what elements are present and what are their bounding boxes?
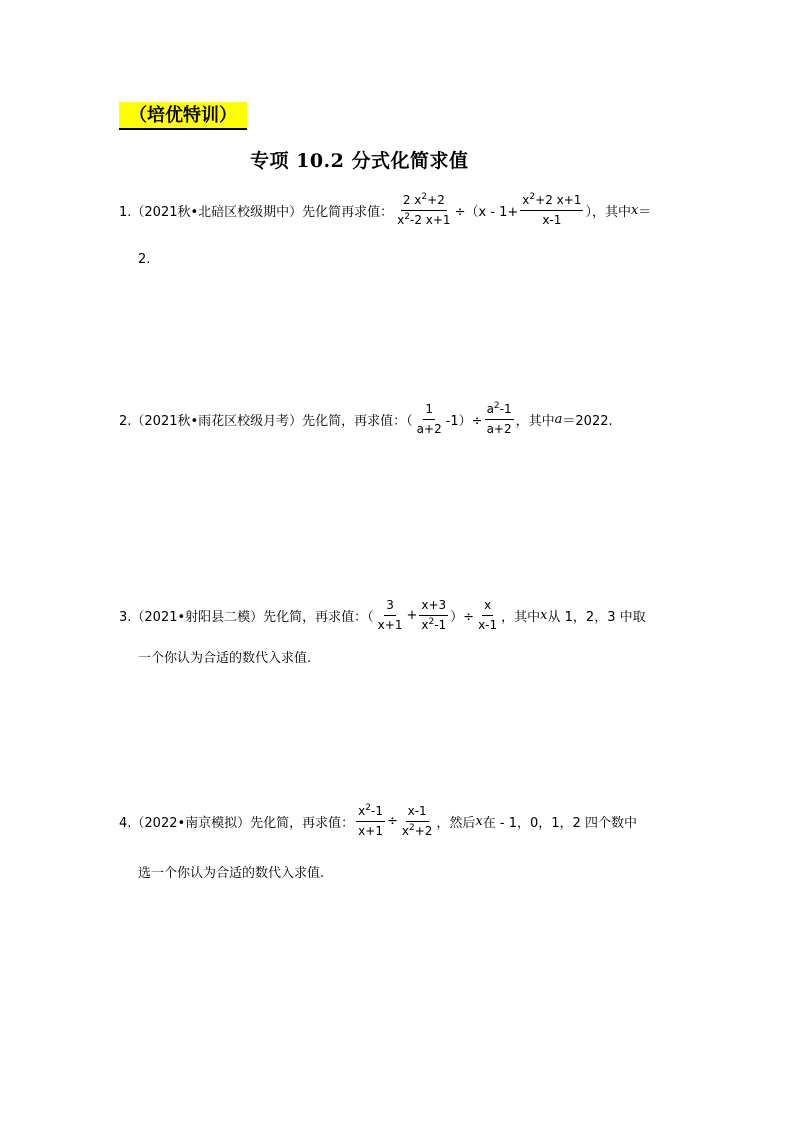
- q1-fraction-2: $\frac{x^2+2 x+1}{x-1}$: [522, 192, 582, 227]
- q3-prefix: 3.（2021•射阳县二模）先化简，再求值：（: [119, 610, 374, 625]
- q2-fraction-2: $\frac{a^2-1}{a+2}$: [486, 401, 512, 436]
- q2-prefix: 2.（2021秋•雨花区校级月考）先化简，再求值：（: [119, 414, 413, 429]
- q4-prefix: 4.（2022•南京模拟）先化简，再求值：: [119, 816, 355, 831]
- q3-fraction-3: $\frac{x}{x-1}$: [478, 598, 498, 632]
- q4-continuation: 选一个你认为合适的数代入求值.: [138, 866, 325, 881]
- q1-continuation: 2.: [138, 252, 151, 267]
- q4-fraction-2: $\frac{x-1}{x^2+2}$: [401, 804, 433, 838]
- q3-continuation: 一个你认为合适的数代入求值.: [138, 651, 312, 666]
- q2-operator: -1）÷: [445, 414, 483, 429]
- q3-fraction-2: $\frac{x+3}{x^2-1}$: [421, 598, 447, 632]
- page-title: 专项 10.2 分式化简求值: [250, 150, 469, 172]
- q1-prefix: 1.（2021秋•北碚区校级期中）先化简再求值：: [119, 205, 394, 220]
- q3-fraction-1: $\frac{3}{x+1}$: [377, 598, 403, 632]
- q1-operator: ÷（x - 1+: [454, 205, 519, 220]
- question-4: 4.（2022•南京模拟）先化简，再求值： $\frac{x^2-1}{x+1}$ ÷ $\frac{x-1}{x^2+2}$ ，然后 x 在 - 1，0，1，2 四个数中: [119, 803, 637, 838]
- question-3: 3.（2021•射阳县二模）先化简，再求值：（ $\frac{3}{x+1}$ + $\frac{x+3}{x^2-1}$ ）÷ $\frac{x}{x-1}$ ，其中 x 从 1，2，3 中取: [119, 598, 646, 632]
- question-2: 2.（2021秋•雨花区校级月考）先化简，再求值：（ $\frac{1}{a+2}$ -1）÷ $\frac{a^2-1}{a+2}$ ，其中 a ＝2022.: [119, 401, 613, 436]
- training-badge: （培优特训）: [119, 102, 247, 130]
- q2-fraction-1: $\frac{1}{a+2}$: [416, 402, 442, 436]
- q4-fraction-1: $\frac{x^2-1}{x+1}$: [358, 803, 383, 838]
- question-1: 1.（2021秋•北碚区校级期中）先化简再求值： $\frac{2 x^2+2}{x^2-2 x+1}$ ÷（x - 1+ $\frac{x^2+2 x+1}{x-1}$ ），其中 x ＝: [119, 192, 652, 227]
- q1-fraction-1: $\frac{2 x^2+2}{x^2-2 x+1}$: [397, 192, 451, 227]
